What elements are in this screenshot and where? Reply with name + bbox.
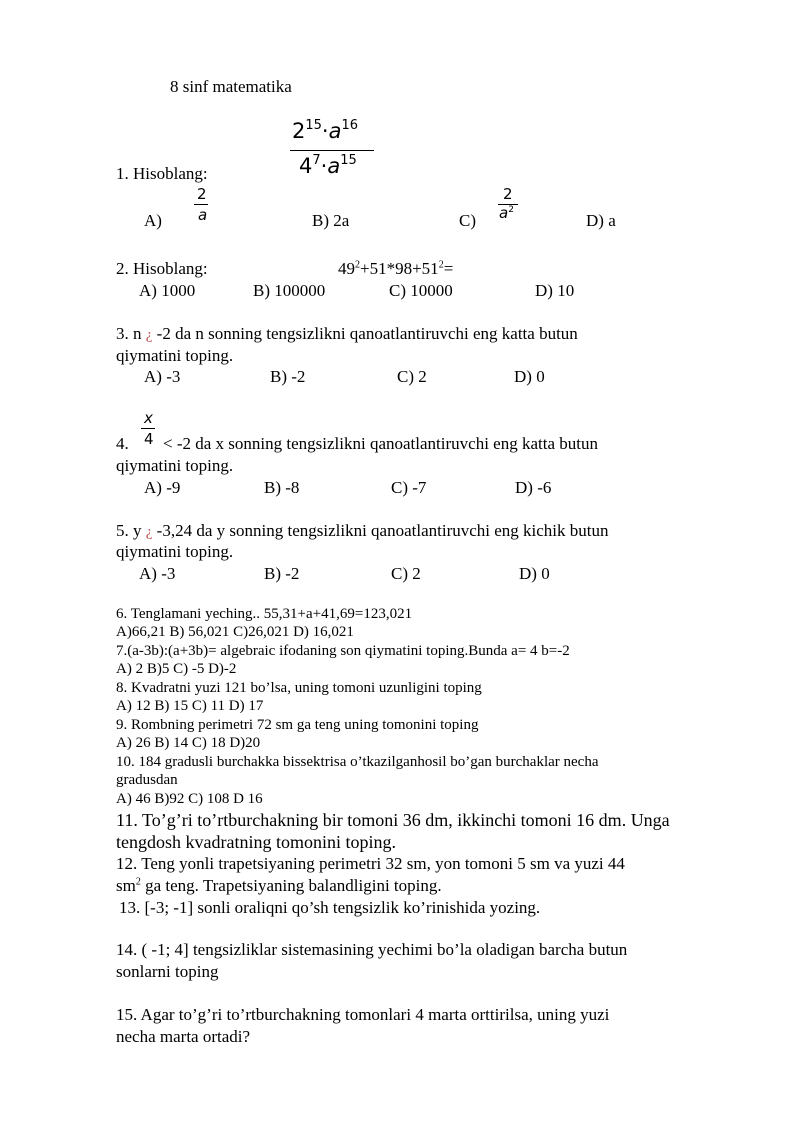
q11-line-2: tengdosh kvadratning tomonini toping. [116,832,396,852]
q5-option-a: A) -3 [139,564,176,583]
q1-num-exp2: 16 [341,118,359,133]
q1-option-c: C) [459,211,476,230]
q2-expr-a-exp: 2 [355,259,360,271]
q2-expr-a: 49 [338,259,355,278]
q15-line-1: 15. Agar to’g’ri to’rtburchakning tomonlari 4 marta orttirilsa, uning yuzi [116,1005,610,1024]
q4-option-a: A) -9 [144,478,181,497]
q5-option-b: B) -2 [264,564,300,583]
q1-numerator [292,118,358,143]
small-line: 10. 184 gradusli burchakka bissektrisa o’tkazilganhosil bo’gan burchaklar necha [116,754,599,770]
q5-glyph: ¿ [145,524,153,540]
small-line: A) 26 B) 14 C) 18 D)20 [116,735,261,751]
q5-text-b: -3,24 da y sonning tengsizlikni qanoatlantiruvchi eng kichik butun [156,521,609,540]
q12-unit: sm [116,876,136,895]
q1-den-dot: · [320,154,328,178]
q1-num-exp1: 15 [305,118,322,133]
q1-denominator [299,153,357,178]
q2-expr-b-exp: 2 [438,259,444,271]
small-line: A) 46 B)92 C) 108 D 16 [116,791,263,807]
q3-line-1 [116,324,578,344]
small-line: 6. Tenglamani yeching.. 55,31+a+41,69=123,021 [116,606,413,622]
q4-number: 4. [116,434,129,453]
q2-expr-c: = [443,259,454,278]
q2-label: 2. Hisoblang: [116,259,208,278]
small-line: gradusdan [116,772,178,788]
q1-den-exp2: 15 [340,153,357,168]
q2-option-b: B) 100000 [253,281,326,300]
q4-fraction-denominator: 4 [144,430,154,448]
q2-option-c: C) 10000 [389,281,453,300]
q1-option-c-denominator [499,204,514,222]
q4-line-1: < -2 da x sonning tengsizlikni qanoatlantiruvchi eng katta butun [163,434,598,453]
q11-line-1: 11. To’g’ri to’rtburchakning bir tomoni 36 dm, ikkinchi tomoni 16 dm. Unga [116,810,670,830]
q1-option-c-numerator: 2 [503,185,513,203]
small-line: 9. Rombning perimetri 72 sm ga teng uning tomonini toping [116,717,479,733]
q1-option-a: A) [144,211,162,230]
q4-line-2: qiymatini toping. [116,456,234,475]
q1-den-var: a [327,154,341,178]
small-line: A)66,21 B) 56,021 C)26,021 D) 16,021 [116,624,354,640]
q14-line-1: 14. ( -1; 4] tengsizliklar sistemasining yechimi bo’la oladigan barcha butun [116,940,628,959]
q3-glyph: ¿ [145,327,153,343]
q2-expr-b: +51*98+51 [360,259,439,278]
q2-option-a: A) 1000 [139,281,196,300]
q1-option-c-den-exp: 2 [508,205,514,215]
q3-option-a: A) -3 [144,367,181,386]
page-title: 8 sinf matematika [170,77,292,96]
q4-option-d: D) -6 [515,478,552,497]
q1-num-base: 2 [292,119,306,143]
q5-option-c: C) 2 [391,564,421,583]
q14-line-2: sonlarni toping [116,962,219,981]
q3-option-d: D) 0 [514,367,545,386]
small-line: A) 12 B) 15 C) 11 D) 17 [116,698,264,714]
small-line: 8. Kvadratni yuzi 121 bo’lsa, uning tomoni uzunligini toping [116,680,482,696]
q3-text-a: 3. n [116,324,142,343]
small-line: A) 2 B)5 C) -5 D)-2 [116,661,237,677]
q15-line-2: necha marta ortadi? [116,1027,251,1046]
q1-fraction-bar [290,150,374,151]
question-13: 13. [-3; -1] sonli oraliqni qo’sh tengsizlik ko’rinishida yozing. [119,898,541,917]
q2-expression [338,259,453,279]
q1-den-exp1: 7 [312,153,321,168]
q3-option-b: B) -2 [270,367,306,386]
q4-fraction-numerator: x [144,409,153,427]
q5-text-a: 5. y [116,521,142,540]
q1-den-base: 4 [299,154,313,178]
q1-option-a-bar [194,204,208,205]
q1-num-dot: · [321,119,329,143]
q4-fraction-bar [141,428,155,429]
q12-line-1: 12. Teng yonli trapetsiyaning perimetri 32 sm, yon tomoni 5 sm va yuzi 44 [116,854,625,873]
q1-option-d: D) a [586,211,616,230]
q5-line-2: qiymatini toping. [116,542,234,561]
q4-option-b: B) -8 [264,478,300,497]
q3-text-b: -2 da n sonning tengsizlikni qanoatlantiruvchi eng katta butun [156,324,578,343]
q5-option-d: D) 0 [519,564,550,583]
q4-option-c: C) -7 [391,478,427,497]
q5-line-1 [116,521,609,541]
q3-line-2: qiymatini toping. [116,346,234,365]
q1-num-var: a [328,119,342,143]
q2-option-d: D) 10 [535,281,575,300]
q12-text: ga teng. Trapetsiyaning balandligini toping. [140,876,442,895]
q12-unit-exp: 2 [135,876,141,888]
q1-label: 1. Hisoblang: [116,164,208,183]
q1-option-a-numerator: 2 [197,185,207,203]
small-line: 7.(a-3b):(a+3b)= algebraic ifodaning son qiymatini toping.Bunda a= 4 b=-2 [116,643,570,659]
q1-option-c-den-var: a [499,204,509,222]
q1-option-b: B) 2a [312,211,350,230]
q1-option-a-denominator: a [198,206,208,224]
q12-line-2 [116,876,442,896]
q3-option-c: C) 2 [397,367,427,386]
